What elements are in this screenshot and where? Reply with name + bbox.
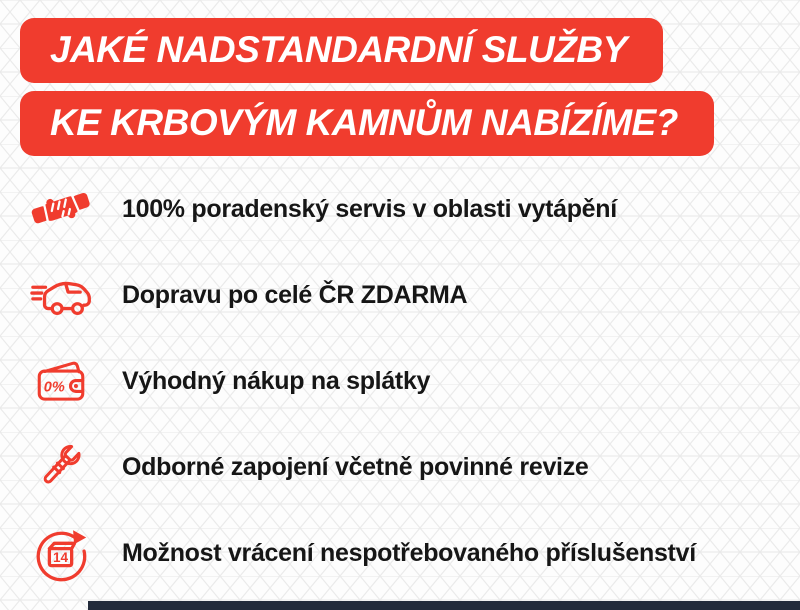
- benefit-label: Odborné zapojení včetně povinné revize: [122, 452, 589, 481]
- benefit-list: [0, 166, 800, 596]
- wrench-icon: [28, 438, 94, 496]
- delivery-truck-icon: [28, 264, 94, 326]
- benefit-label: Možnost vrácení nespotřebovaného příslušenství: [122, 538, 696, 567]
- bottom-accent-bar: [88, 601, 800, 610]
- benefit-label: Výhodný nákup na splátky: [122, 366, 431, 395]
- list-item: [0, 252, 800, 338]
- list-item: [0, 338, 800, 424]
- wallet-zero-percent-icon: [28, 352, 94, 410]
- headline: [0, 0, 800, 156]
- list-item: [0, 166, 800, 252]
- benefit-label: 100% poradenský servis v oblasti vytápění: [122, 194, 617, 223]
- benefit-label: Dopravu po celé ČR ZDARMA: [122, 280, 468, 309]
- calendar-day-badge: 14: [52, 550, 69, 566]
- headline-banner-line1: JAKÉ NADSTANDARDNÍ SLUŽBY: [20, 18, 663, 83]
- wallet-badge: 0%: [43, 379, 65, 396]
- handshake-icon: [28, 179, 94, 239]
- list-item: [0, 424, 800, 510]
- list-item: [0, 510, 800, 596]
- headline-banner-line2: KE KRBOVÝM KAMNŮM NABÍZÍME?: [20, 91, 714, 156]
- return-calendar-icon: [28, 522, 94, 584]
